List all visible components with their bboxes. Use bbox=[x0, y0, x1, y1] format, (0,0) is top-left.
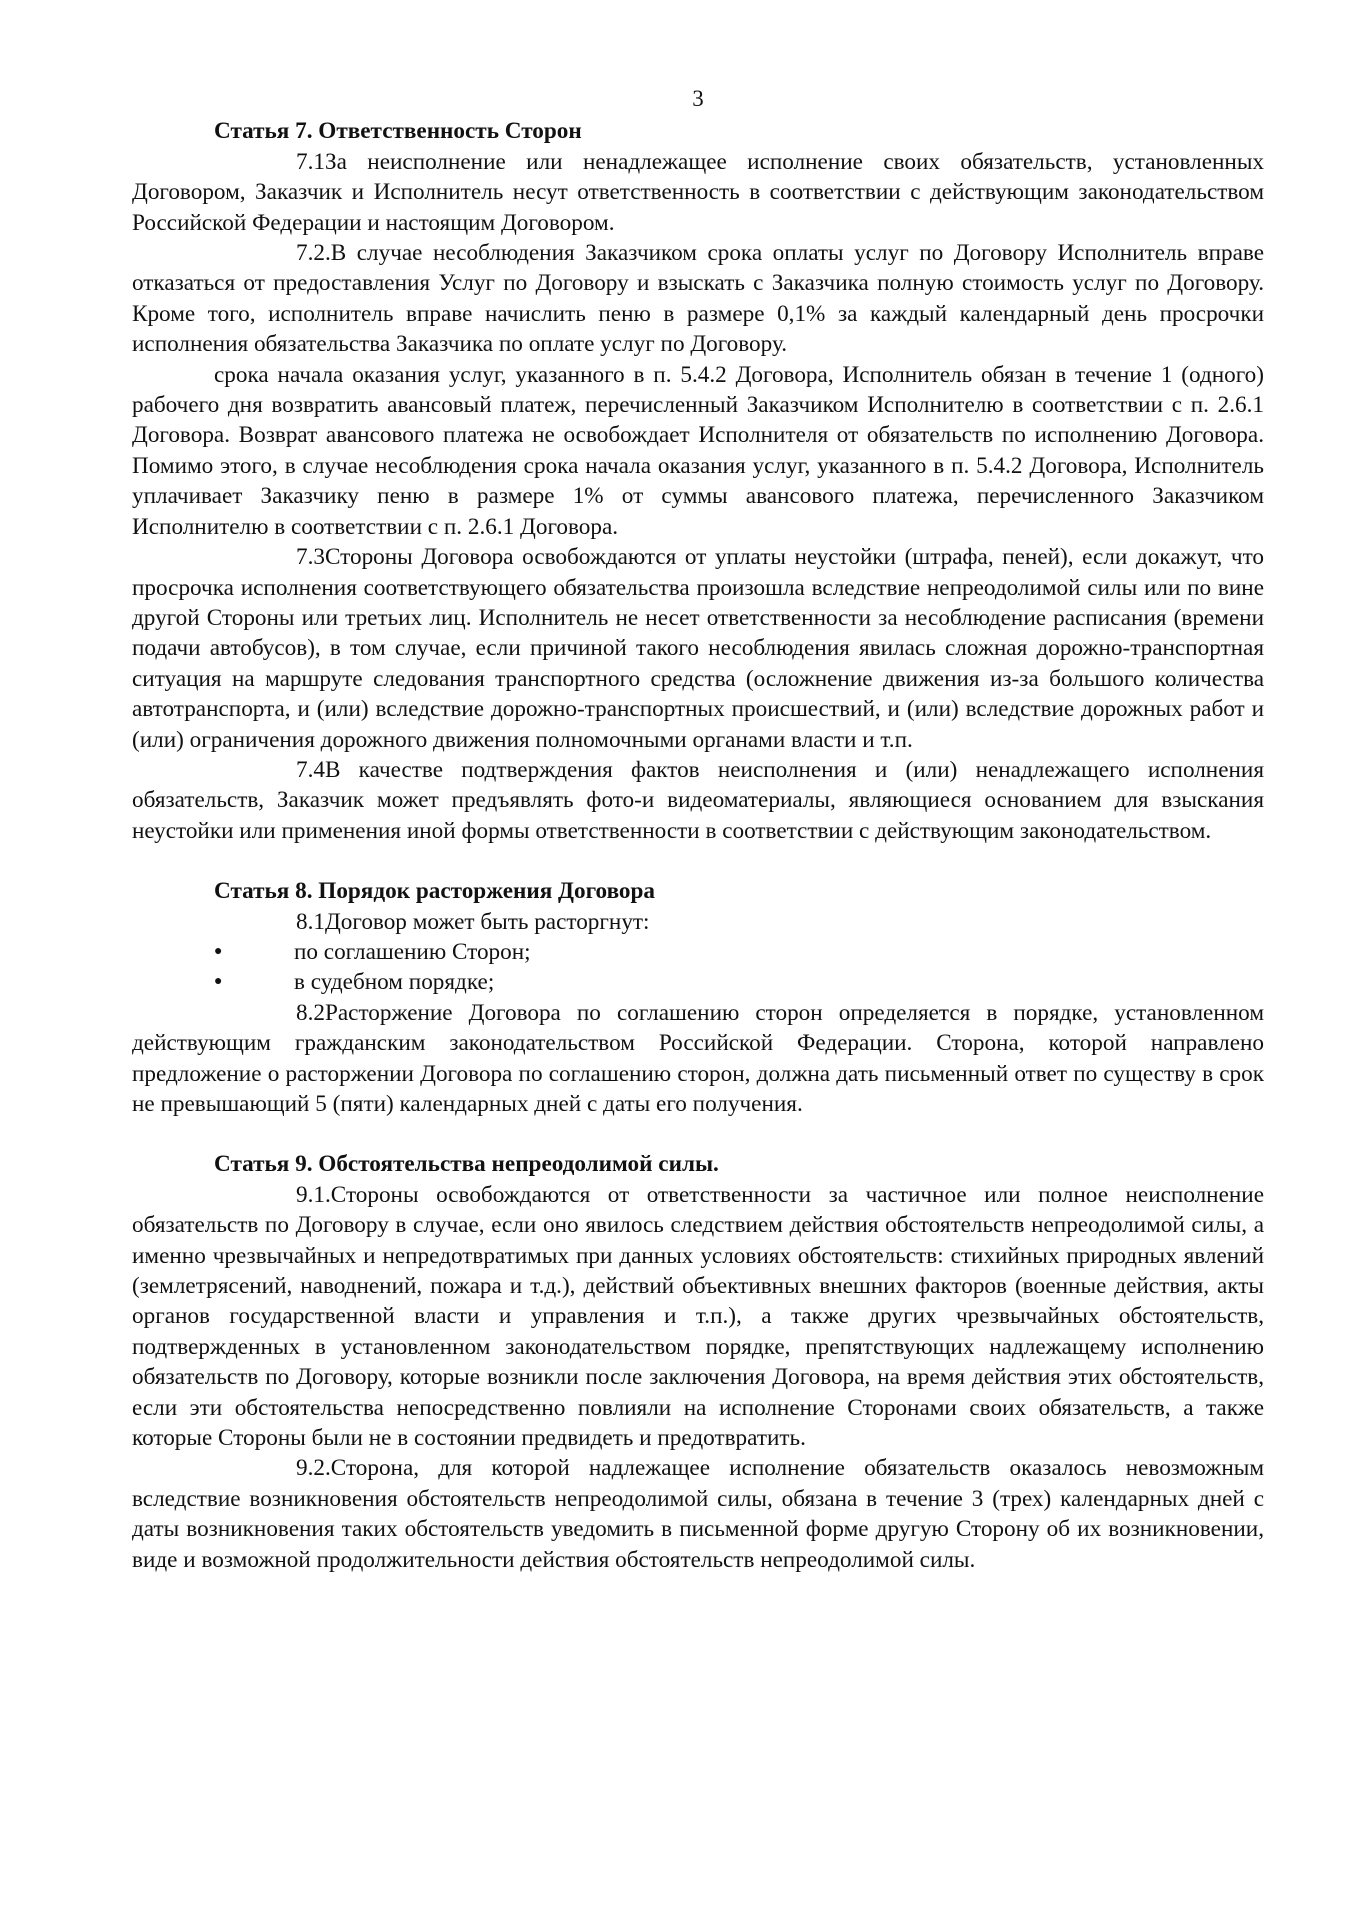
article-9 bbox=[132, 1149, 1264, 1575]
clause-number: 8.2 bbox=[296, 999, 325, 1026]
clause-text: Стороны освобождаются от ответственности за частичное или полное неисполнение обязательств по Договору в случае, если оно явилось следствием действия обстоятельств непреодолимой силы, а именно чрезвычайных и непредотвратимых при данных условиях обстоятельств: стихийных природных явлений (землетрясений, наводнений, пожара и т.д.), действий объективных внешних факторов (военные действия, акты органов государственной власти и управления и т.п.), а также других чрезвычайных обстоятельств, подтвержденных в установленном законодательством порядке, препятствующих надлежащему исполнению обязательств по Договору, которые возникли после заключения Договора, на время действия этих обстоятельств, если эти обстоятельства непосредственно повлияли на исполнение Сторонами своих обязательств, а также которые Стороны были не в состоянии предвидеть и предотвратить. bbox=[132, 1181, 1264, 1452]
article-8 bbox=[132, 876, 1264, 1119]
clause-9-1 bbox=[132, 1180, 1264, 1454]
clause-number: 7.3 bbox=[296, 544, 325, 571]
bullet-text: по соглашению Сторон; bbox=[294, 938, 531, 965]
clause-7-2-continuation: срока начала оказания услуг, указанного в п. 5.4.2 Договора, Исполнитель обязан в течение 1 (одного) рабочего дня возвратить авансовый платеж, перечисленный Заказчиком Исполнителю в соответствии с п. 2.6.1 Договора. Возврат авансового платежа не освобождает Исполнителя от обязательств по исполнению Договора. Помимо этого, в случае несоблюдения срока начала оказания услуг, указанного в п. 5.4.2 Договора, Исполнитель уплачивает Заказчику пеню в размере 1% от суммы авансового платежа, перечисленного Заказчиком Исполнителю в соответствии с п. 2.6.1 Договора. bbox=[132, 361, 1264, 540]
article-7-title: Статья 7. Ответственность Сторон bbox=[214, 118, 582, 145]
clause-number: 9.2. bbox=[296, 1455, 331, 1482]
clause-text: Сторона, для которой надлежащее исполнение обязательств оказалось невозможным вследствие возникновения обстоятельств непреодолимой силы, обязана в течение 3 (трех) календарных дней с даты возникновения таких обстоятельств уведомить в письменной форме другую Сторону об их возникновении, виде и возможной продолжительности действия обстоятельств непреодолимой силы. bbox=[132, 1455, 1264, 1573]
clause-text: В качестве подтверждения фактов неисполнения и (или) ненадлежащего исполнения обязательств, Заказчик может предъявлять фото-и видеоматериалы, являющиеся основанием для взыскания неустойки или применения иной формы ответственности в соответствии с действующим законодательством. bbox=[132, 756, 1264, 844]
clause-text: Стороны Договора освобождаются от уплаты неустойки (штрафа, пеней), если докажут, что просрочка исполнения соответствующего обязательства произошла вследствие непреодолимой силы или по вине другой Стороны или третьих лиц. Исполнитель не несет ответственности за несоблюдение расписания (времени подачи автобусов), в том случае, если причиной такого несоблюдения явилась сложная дорожно-транспортная ситуация на маршруте следования транспортного средства (осложнение движения из-за большого количества автотранспорта, и (или) вследствие дорожно-транспортных происшествий, и (или) вследствие дорожных работ и (или) ограничения дорожного движения полномочными органами власти и т.п. bbox=[132, 544, 1264, 753]
clause-8-2 bbox=[132, 998, 1264, 1120]
clause-number: 8.1 bbox=[296, 908, 325, 935]
section-gap bbox=[132, 846, 1264, 876]
clause-number: 9.1. bbox=[296, 1181, 331, 1208]
clause-number: 7.4 bbox=[296, 756, 325, 783]
section-gap bbox=[132, 1119, 1264, 1149]
article-8-title: Статья 8. Порядок расторжения Договора bbox=[214, 878, 656, 905]
clause-7-3 bbox=[132, 542, 1264, 755]
clause-8-1 bbox=[132, 907, 1264, 937]
bullet-icon: ● bbox=[214, 974, 223, 990]
document-page bbox=[132, 84, 1264, 1575]
bullet-icon: ● bbox=[214, 943, 223, 959]
article-9-title: Статья 9. Обстоятельства непреодолимой силы. bbox=[214, 1151, 719, 1178]
clause-text: Расторжение Договора по соглашению сторон определяется в порядке, установленном действующим гражданским законодательством Российской Федерации. Сторона, которой направлено предложение о расторжении Договора по соглашению сторон, должна дать письменный ответ по существу в срок не превышающий 5 (пяти) календарных дней с даты его получения. bbox=[132, 999, 1264, 1117]
clause-text: За неисполнение или ненадлежащее исполнение своих обязательств, установленных Договором, Заказчик и Исполнитель несут ответственность в соответствии с действующим законодательством Российской Федерации и настоящим Договором. bbox=[132, 148, 1264, 236]
clause-7-2 bbox=[132, 238, 1264, 360]
clause-text: Договор может быть расторгнут: bbox=[324, 908, 650, 935]
clause-7-4 bbox=[132, 755, 1264, 846]
bullet-item bbox=[132, 967, 1264, 997]
clause-number: 7.2. bbox=[296, 240, 331, 267]
clause-7-1 bbox=[132, 147, 1264, 238]
clause-text: В случае несоблюдения Заказчиком срока оплаты услуг по Договору Исполнитель вправе отказаться от предоставления Услуг по Договору и взыскать с Заказчика полную стоимость услуг по Договору. Кроме того, исполнитель вправе начислить пеню в размере 0,1% за каждый календарный день просрочки исполнения обязательства Заказчика по оплате услуг по Договору. bbox=[132, 240, 1264, 358]
clause-9-2 bbox=[132, 1453, 1264, 1575]
bullet-text: в судебном порядке; bbox=[294, 969, 495, 996]
page-number: 3 bbox=[692, 86, 704, 111]
clause-number: 7.1 bbox=[296, 148, 325, 175]
article-7 bbox=[132, 116, 1264, 846]
bullet-item bbox=[132, 937, 1264, 967]
